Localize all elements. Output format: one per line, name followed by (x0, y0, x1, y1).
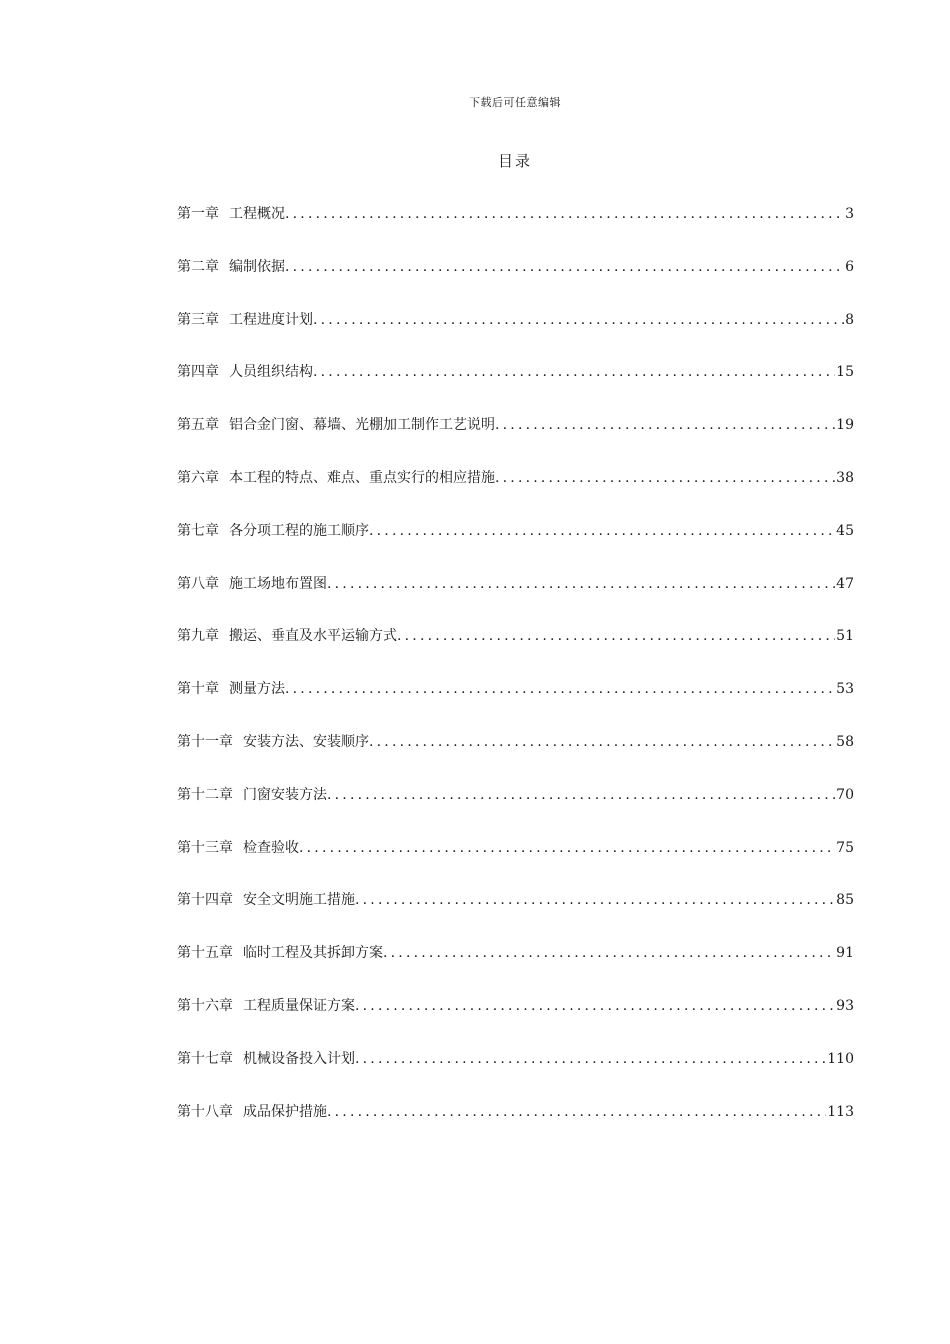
toc-entry (177, 728, 854, 781)
toc-entry (177, 939, 854, 992)
toc-page-number: 75 (836, 839, 854, 856)
toc-dot-leader (327, 781, 835, 809)
toc-chapter-title: 成品保护措施 (243, 1103, 327, 1120)
toc-page-number: 91 (836, 945, 854, 962)
toc-entry (177, 992, 854, 1045)
toc-chapter-number: 第四章 (177, 364, 219, 381)
toc-dot-leader (355, 1045, 826, 1073)
toc-dot-leader (285, 675, 835, 703)
toc-chapter-number: 第十二章 (177, 786, 233, 803)
toc-page-number: 15 (836, 364, 854, 381)
toc-chapter-number: 第十七章 (177, 1050, 233, 1067)
toc-chapter-title: 机械设备投入计划 (243, 1050, 355, 1067)
toc-chapter-title: 安装方法、安装顺序 (243, 733, 369, 750)
toc-page-number: 110 (827, 1050, 854, 1067)
toc-page-number: 45 (836, 522, 854, 539)
toc-dot-leader (285, 200, 844, 228)
toc-dot-leader (299, 834, 835, 862)
toc-dot-leader (383, 939, 835, 967)
toc-entry (177, 570, 854, 623)
toc-chapter-title: 人员组织结构 (229, 364, 313, 381)
toc-page-number: 47 (836, 575, 854, 592)
toc-page-number: 70 (836, 786, 854, 803)
toc-dot-leader (495, 464, 835, 492)
toc-dot-leader (369, 728, 835, 756)
toc-chapter-number: 第一章 (177, 206, 219, 222)
toc-page-number: 113 (827, 1103, 854, 1120)
toc-page-number: 93 (836, 997, 854, 1014)
toc-entry (177, 253, 854, 306)
toc-chapter-title: 铝合金门窗、幕墙、光棚加工制作工艺说明 (229, 417, 495, 434)
toc-chapter-title: 测量方法 (229, 681, 285, 698)
toc-entry (177, 622, 854, 675)
toc-dot-leader (355, 886, 835, 914)
toc-chapter-number: 第六章 (177, 469, 219, 486)
toc-chapter-title: 检查验收 (243, 839, 299, 856)
toc-dot-leader (327, 570, 835, 598)
toc-page-number: 19 (836, 417, 854, 434)
toc-entry (177, 306, 854, 359)
toc-entry (177, 517, 854, 570)
toc-chapter-number: 第九章 (177, 628, 219, 645)
toc-page-number: 38 (836, 469, 854, 486)
toc-chapter-number: 第五章 (177, 417, 219, 434)
toc-dot-leader (397, 622, 835, 650)
toc-chapter-title: 搬运、垂直及水平运输方式 (229, 628, 397, 645)
toc-entry (177, 200, 854, 253)
toc-entry (177, 358, 854, 411)
toc-title: 目录 (497, 152, 532, 170)
toc-entry (177, 1045, 854, 1098)
toc-dot-leader (369, 517, 835, 545)
toc-dot-leader (285, 253, 844, 281)
table-of-contents (177, 200, 854, 1150)
toc-page-number: 53 (836, 681, 854, 698)
toc-page-number: 6 (845, 258, 854, 275)
toc-chapter-title: 临时工程及其拆卸方案 (243, 945, 383, 962)
toc-entry (177, 886, 854, 939)
toc-chapter-title: 施工场地布置图 (229, 575, 327, 592)
toc-page-number: 58 (836, 733, 854, 750)
toc-chapter-title: 工程概况 (229, 206, 285, 222)
toc-entry (177, 781, 854, 834)
toc-chapter-number: 第七章 (177, 522, 219, 539)
toc-dot-leader (313, 306, 844, 334)
toc-chapter-title: 编制依据 (229, 258, 285, 275)
toc-chapter-title: 安全文明施工措施 (243, 892, 355, 909)
toc-entry (177, 464, 854, 517)
toc-chapter-number: 第十四章 (177, 892, 233, 909)
toc-chapter-title: 各分项工程的施工顺序 (229, 522, 369, 539)
toc-dot-leader (313, 358, 835, 386)
toc-entry (177, 834, 854, 887)
toc-chapter-title: 工程质量保证方案 (243, 997, 355, 1014)
toc-dot-leader (355, 992, 835, 1020)
toc-dot-leader (327, 1098, 826, 1126)
toc-chapter-title: 本工程的特点、难点、重点实行的相应措施 (229, 469, 495, 486)
toc-page-number: 85 (836, 892, 854, 909)
toc-chapter-number: 第十三章 (177, 839, 233, 856)
toc-chapter-title: 工程进度计划 (229, 311, 313, 328)
toc-page-number: 8 (845, 311, 854, 328)
toc-dot-leader (495, 411, 835, 439)
toc-page-number: 3 (845, 206, 854, 222)
toc-chapter-number: 第二章 (177, 258, 219, 275)
toc-chapter-number: 第十六章 (177, 997, 233, 1014)
toc-chapter-number: 第十八章 (177, 1103, 233, 1120)
toc-chapter-number: 第十五章 (177, 945, 233, 962)
header-note: 下载后可任意编辑 (469, 96, 561, 109)
toc-chapter-number: 第十章 (177, 681, 219, 698)
toc-chapter-number: 第十一章 (177, 733, 233, 750)
toc-page-number: 51 (836, 628, 854, 645)
toc-entry (177, 411, 854, 464)
toc-chapter-number: 第八章 (177, 575, 219, 592)
toc-chapter-number: 第三章 (177, 311, 219, 328)
toc-entry (177, 675, 854, 728)
toc-entry (177, 1098, 854, 1151)
toc-chapter-title: 门窗安装方法 (243, 786, 327, 803)
